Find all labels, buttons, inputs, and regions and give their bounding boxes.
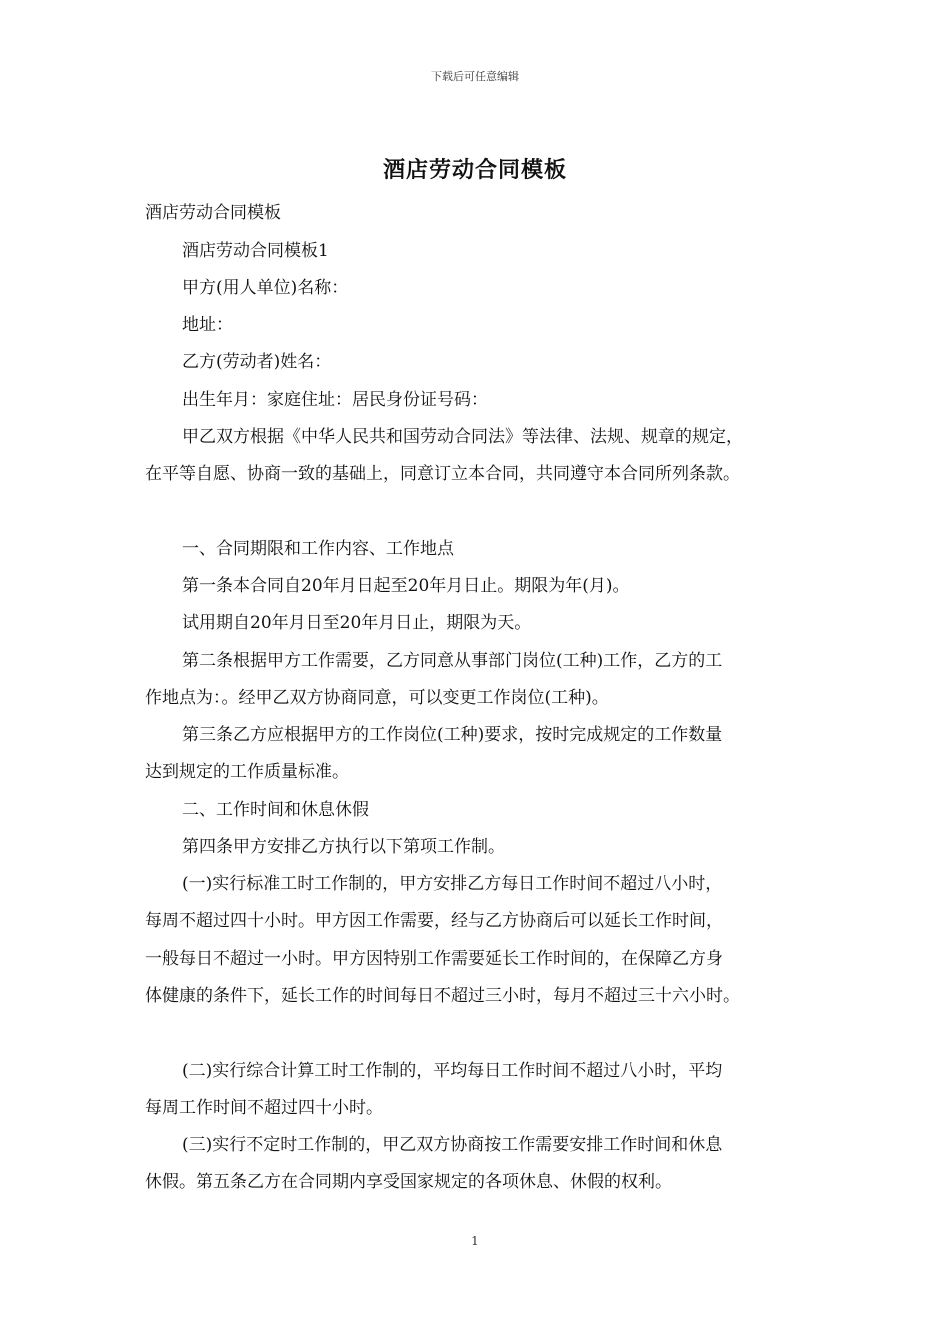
party-b-name-line: 乙方(劳动者)姓名：: [182, 352, 332, 372]
article-4-line: 第四条甲方安排乙方执行以下第项工作制。: [182, 837, 505, 857]
header-note: 下载后可任意编辑: [431, 70, 519, 83]
document-title: 酒店劳动合同模板: [382, 157, 567, 183]
clause-1-line-3: 一般每日不超过一小时。甲方因特别工作需要延长工作时间的，在保障乙方身: [145, 949, 723, 969]
clause-1-line-4: 体健康的条件下，延长工作的时间每日不超过三小时，每月不超过三十六小时。: [145, 986, 740, 1006]
section-1-heading: 一、合同期限和工作内容、工作地点: [182, 539, 454, 559]
party-a-name-line: 甲方(用人单位)名称：: [182, 278, 349, 298]
address-line: 地址：: [182, 315, 233, 335]
clause-2-line-2: 每周工作时间不超过四十小时。: [145, 1098, 383, 1118]
article-2-line-1: 第二条根据甲方工作需要，乙方同意从事部门岗位(工种)工作，乙方的工: [182, 651, 723, 671]
preamble-line-2: 在平等自愿、协商一致的基础上，同意订立本合同，共同遵守本合同所列条款。: [145, 464, 740, 484]
article-2-line-2: 作地点为：。经甲乙双方协商同意，可以变更工作岗位(工种)。: [145, 688, 609, 708]
probation-line: 试用期自20年月日至20年月日止，期限为天。: [182, 613, 532, 633]
article-1-line: 第一条本合同自20年月日起至20年月日止。期限为年(月)。: [182, 576, 630, 596]
clause-3-line-2: 休假。第五条乙方在合同期内享受国家规定的各项休息、休假的权利。: [145, 1172, 672, 1192]
personal-info-line: 出生年月：家庭住址：居民身份证号码：: [182, 390, 488, 410]
article-3-line-2: 达到规定的工作质量标准。: [145, 762, 349, 782]
page-number: 1: [471, 1234, 479, 1248]
clause-1-line-2: 每周不超过四十小时。甲方因工作需要，经与乙方协商后可以延长工作时间，: [145, 911, 723, 931]
template-heading: 酒店劳动合同模板1: [182, 241, 329, 261]
clause-2-line-1: (二)实行综合计算工时工作制的，平均每日工作时间不超过八小时，平均: [182, 1061, 723, 1081]
subtitle-line: 酒店劳动合同模板: [145, 203, 281, 223]
article-3-line-1: 第三条乙方应根据甲方的工作岗位(工种)要求，按时完成规定的工作数量: [182, 725, 723, 745]
clause-3-line-1: (三)实行不定时工作制的，甲乙双方协商按工作需要安排工作时间和休息: [182, 1135, 723, 1155]
section-2-heading: 二、工作时间和休息休假: [182, 800, 369, 820]
preamble-line-1: 甲乙双方根据《中华人民共和国劳动合同法》等法律、法规、规章的规定，: [182, 427, 743, 447]
clause-1-line-1: (一)实行标准工时工作制的，甲方安排乙方每日工作时间不超过八小时，: [182, 874, 723, 894]
